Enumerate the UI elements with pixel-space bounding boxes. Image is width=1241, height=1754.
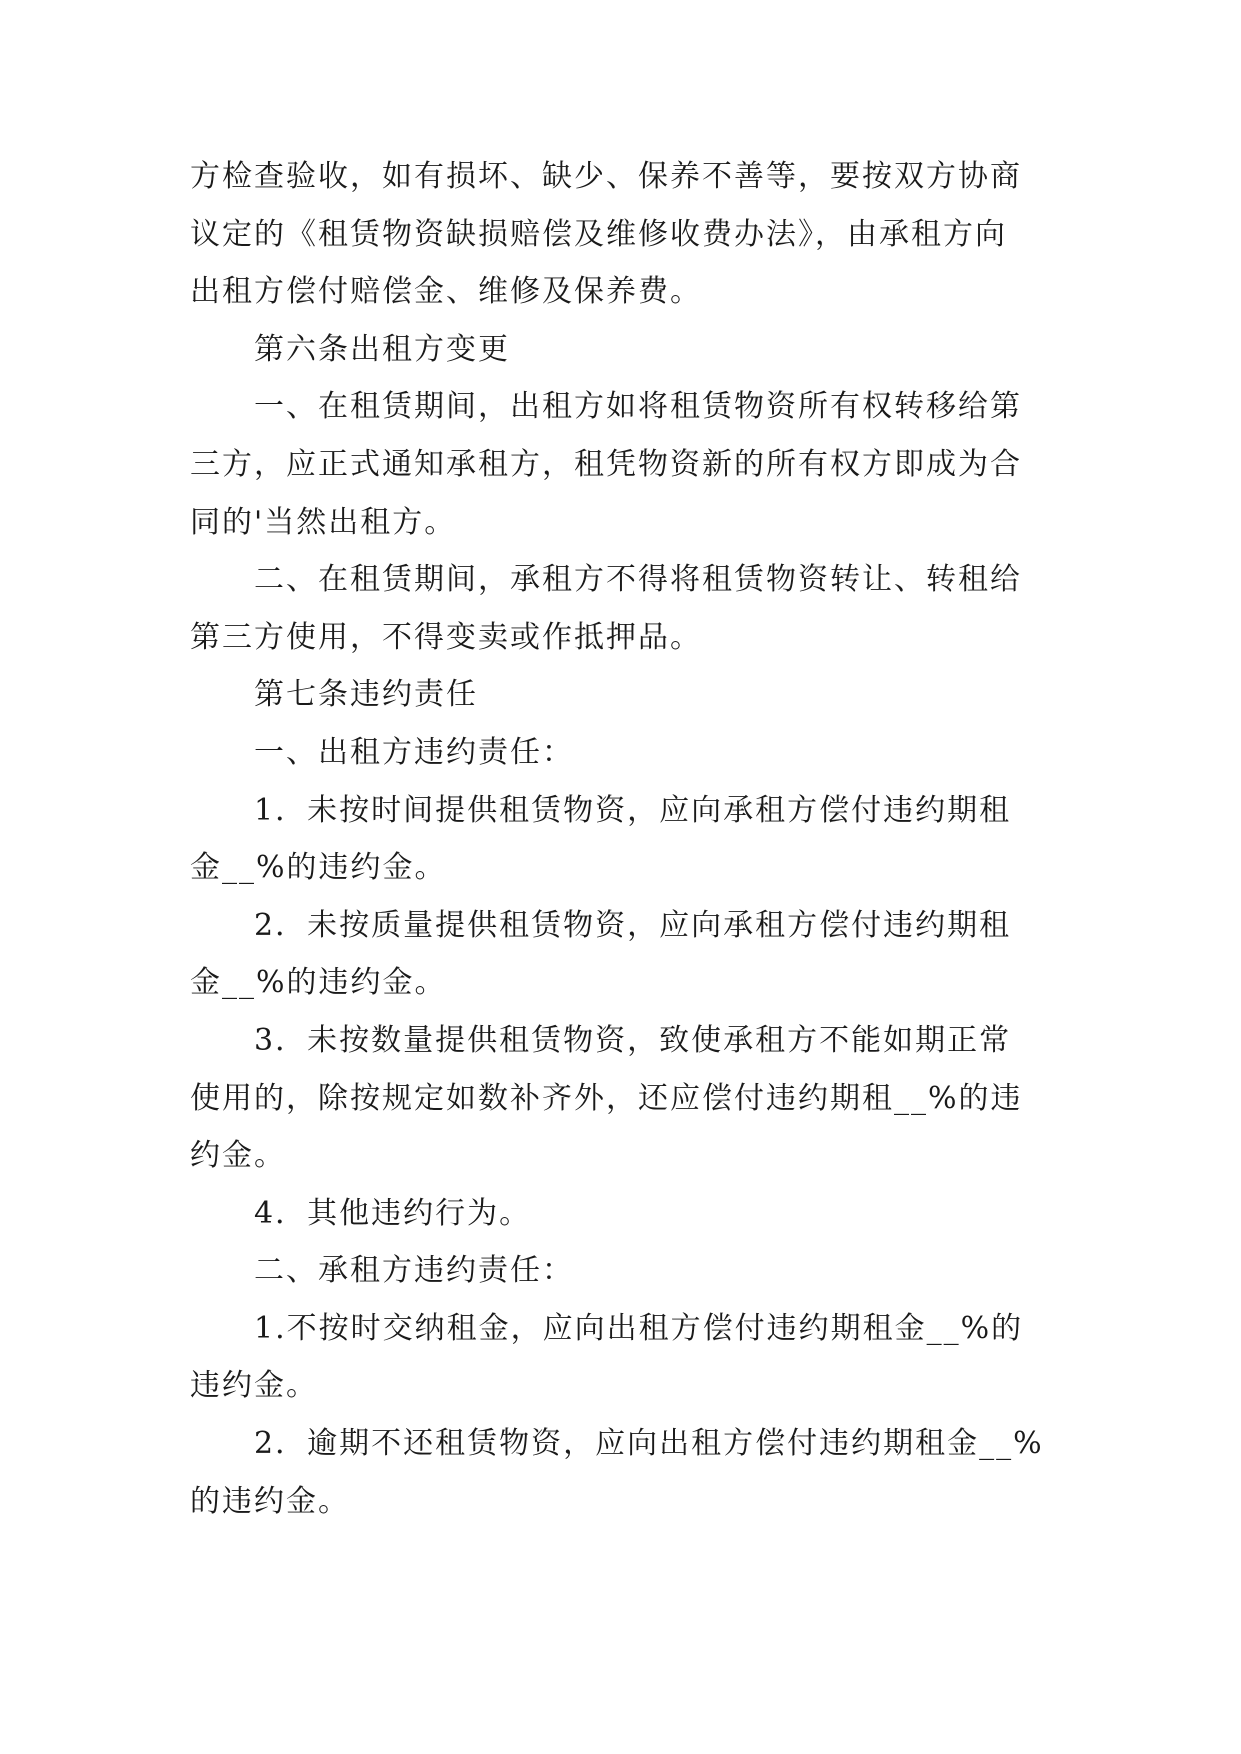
subsection-heading: 二、承租方违约责任：: [254, 1253, 574, 1289]
document-body: [190, 148, 1100, 1530]
text-line: 议定的《租赁物资缺损赔偿及维修收费办法》，由承租方向: [190, 216, 1007, 252]
text-line: 违约金。: [190, 1368, 318, 1404]
text-line: 1．未按时间提供租赁物资，应向承租方偿付违约期租: [254, 792, 1012, 828]
text-line: 2．逾期不还租赁物资，应向出租方偿付违约期租金__%: [254, 1426, 1044, 1462]
section-heading: 第六条出租方变更: [254, 331, 510, 367]
text-line: 的违约金。: [190, 1483, 350, 1519]
text-line: 金__%的违约金。: [190, 850, 447, 886]
text-line: 出租方偿付赔偿金、维修及保养费。: [190, 274, 702, 310]
text-line: 二、在租赁期间，承租方不得将租赁物资转让、转租给: [254, 562, 1022, 598]
text-line: 2．未按质量提供租赁物资，应向承租方偿付违约期租: [254, 907, 1012, 943]
text-line: 第三方使用，不得变卖或作抵押品。: [190, 619, 702, 655]
text-line: 使用的，除按规定如数补齐外，还应偿付违约期租__%的违: [190, 1080, 1023, 1116]
subsection-heading: 一、出租方违约责任：: [254, 734, 574, 770]
text-line: 同的'当然出租方。: [190, 504, 457, 540]
section-heading: 第七条违约责任: [254, 677, 478, 713]
text-line: 一、在租赁期间，出租方如将租赁物资所有权转移给第: [254, 389, 1022, 425]
text-line: 3．未按数量提供租赁物资，致使承租方不能如期正常: [254, 1022, 1012, 1058]
text-line: 约金。: [190, 1138, 286, 1174]
text-line: 方检查验收，如有损坏、缺少、保养不善等，要按双方协商: [190, 159, 1022, 194]
text-line: 三方，应正式通知承租方，租凭物资新的所有权方即成为合: [190, 446, 1022, 482]
text-line: 金__%的违约金。: [190, 965, 447, 1001]
text-line: 4．其他违约行为。: [254, 1195, 532, 1231]
text-line: 1.不按时交纳租金，应向出租方偿付违约期租金__%的: [254, 1310, 1024, 1346]
